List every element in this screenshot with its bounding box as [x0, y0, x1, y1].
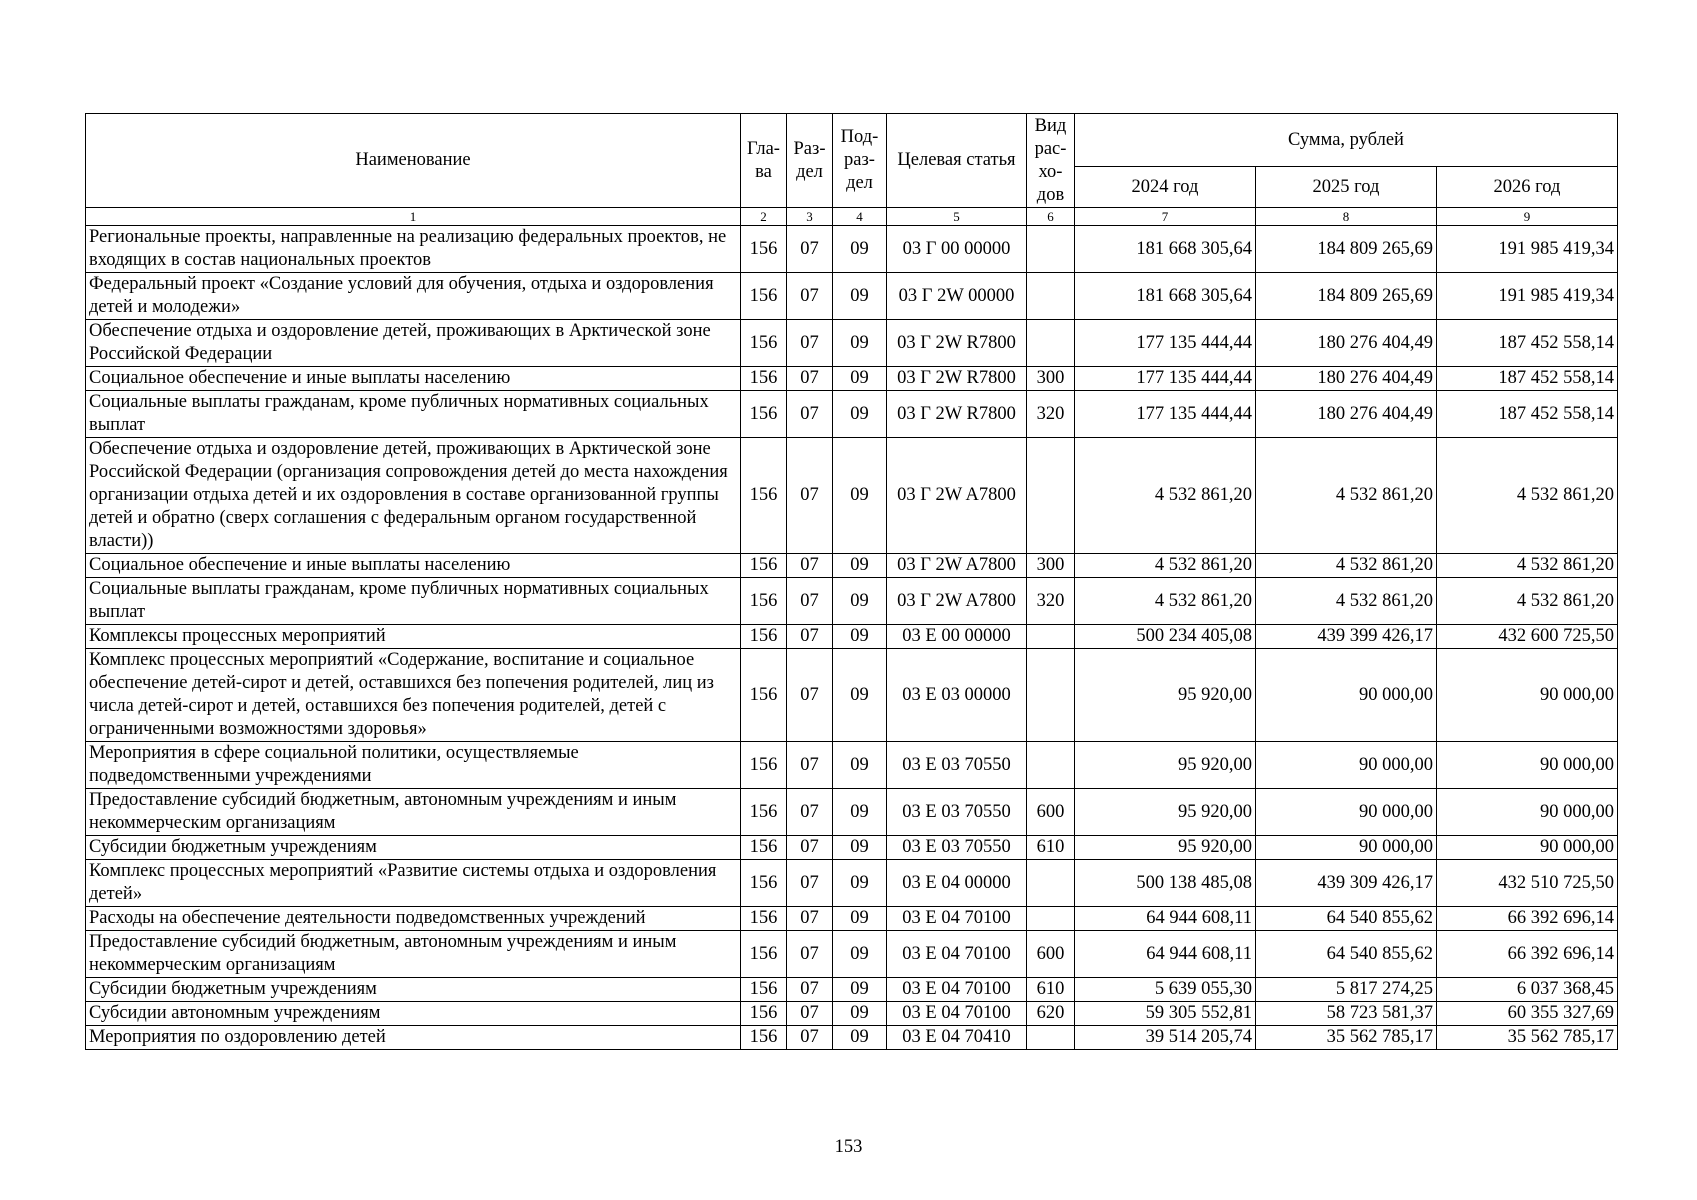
row-glava-cell: 156: [741, 391, 787, 438]
row-celevaya-statya-cell: 03 Е 04 70100: [887, 978, 1027, 1002]
row-amount-2024-cell: 177 135 444,44: [1075, 320, 1256, 367]
row-vid-rashodov-cell: [1027, 649, 1075, 742]
row-razdel-cell: 07: [787, 273, 833, 320]
row-amount-2025-cell: 4 532 861,20: [1256, 578, 1437, 625]
row-amount-2026-cell: 66 392 696,14: [1437, 907, 1618, 931]
row-vid-rashodov-cell: 300: [1027, 367, 1075, 391]
row-amount-2024-cell: 500 234 405,08: [1075, 625, 1256, 649]
row-vid-rashodov-cell: 300: [1027, 554, 1075, 578]
row-razdel-cell: 07: [787, 320, 833, 367]
row-vid-rashodov-cell: [1027, 438, 1075, 554]
row-amount-2024-cell: 177 135 444,44: [1075, 367, 1256, 391]
row-name-cell: Социальные выплаты гражданам, кроме публичных нормативных социальных выплат: [86, 391, 741, 438]
row-vid-rashodov-cell: 600: [1027, 789, 1075, 836]
row-glava-cell: 156: [741, 907, 787, 931]
row-razdel-cell: 07: [787, 1002, 833, 1026]
column-number: 4: [833, 208, 887, 226]
row-podrazdel-cell: 09: [833, 931, 887, 978]
row-podrazdel-cell: 09: [833, 1026, 887, 1050]
row-podrazdel-cell: 09: [833, 320, 887, 367]
row-amount-2026-cell: 432 510 725,50: [1437, 860, 1618, 907]
column-number: 9: [1437, 208, 1618, 226]
row-amount-2026-cell: 187 452 558,14: [1437, 391, 1618, 438]
row-name-cell: Субсидии автономным учреждениям: [86, 1002, 741, 1026]
row-glava-cell: 156: [741, 789, 787, 836]
row-celevaya-statya-cell: 03 Е 00 00000: [887, 625, 1027, 649]
row-name-cell: Социальное обеспечение и иные выплаты населению: [86, 367, 741, 391]
row-amount-2025-cell: 35 562 785,17: [1256, 1026, 1437, 1050]
row-amount-2025-cell: 58 723 581,37: [1256, 1002, 1437, 1026]
row-amount-2024-cell: 177 135 444,44: [1075, 391, 1256, 438]
row-amount-2026-cell: 90 000,00: [1437, 649, 1618, 742]
row-celevaya-statya-cell: 03 Г 2W R7800: [887, 320, 1027, 367]
row-glava-cell: 156: [741, 931, 787, 978]
row-celevaya-statya-cell: 03 Г 2W R7800: [887, 367, 1027, 391]
row-razdel-cell: 07: [787, 625, 833, 649]
row-amount-2025-cell: 90 000,00: [1256, 649, 1437, 742]
row-razdel-cell: 07: [787, 789, 833, 836]
header-vid-rashodov: Вид рас-хо-дов: [1027, 114, 1075, 208]
row-podrazdel-cell: 09: [833, 391, 887, 438]
row-podrazdel-cell: 09: [833, 742, 887, 789]
column-number: 1: [86, 208, 741, 226]
table-row: [86, 1002, 1618, 1026]
row-podrazdel-cell: 09: [833, 273, 887, 320]
row-podrazdel-cell: 09: [833, 1002, 887, 1026]
row-amount-2024-cell: 181 668 305,64: [1075, 273, 1256, 320]
row-razdel-cell: 07: [787, 860, 833, 907]
row-celevaya-statya-cell: 03 Е 04 00000: [887, 860, 1027, 907]
column-number: 7: [1075, 208, 1256, 226]
column-number: 3: [787, 208, 833, 226]
row-amount-2025-cell: 90 000,00: [1256, 836, 1437, 860]
row-razdel-cell: 07: [787, 578, 833, 625]
row-razdel-cell: 07: [787, 226, 833, 273]
row-podrazdel-cell: 09: [833, 367, 887, 391]
row-amount-2025-cell: 90 000,00: [1256, 742, 1437, 789]
row-amount-2025-cell: 180 276 404,49: [1256, 367, 1437, 391]
row-glava-cell: 156: [741, 226, 787, 273]
row-razdel-cell: 07: [787, 1026, 833, 1050]
row-amount-2026-cell: 60 355 327,69: [1437, 1002, 1618, 1026]
row-amount-2025-cell: 439 399 426,17: [1256, 625, 1437, 649]
row-amount-2026-cell: 191 985 419,34: [1437, 273, 1618, 320]
header-celevaya-statya: Целевая статья: [887, 114, 1027, 208]
row-glava-cell: 156: [741, 1026, 787, 1050]
row-name-cell: Обеспечение отдыха и оздоровление детей, проживающих в Арктической зоне Российской Федерации (организация сопровождения детей до места нахождения организации отдыха детей и их оздоровления в составе организованной группы детей и обратно (сверх соглашения с федеральным органом государственной власти)): [86, 438, 741, 554]
row-celevaya-statya-cell: 03 Е 04 70410: [887, 1026, 1027, 1050]
row-name-cell: Комплекс процессных мероприятий «Содержание, воспитание и социальное обеспечение детей-сирот и детей, оставшихся без попечения родителей, лиц из числа детей-сирот и детей, оставшихся без попечения родителей, детей с ограниченными возможностями здоровья»: [86, 649, 741, 742]
row-razdel-cell: 07: [787, 907, 833, 931]
row-name-cell: Комплексы процессных мероприятий: [86, 625, 741, 649]
row-amount-2025-cell: 439 309 426,17: [1256, 860, 1437, 907]
row-glava-cell: 156: [741, 860, 787, 907]
row-podrazdel-cell: 09: [833, 907, 887, 931]
row-amount-2026-cell: 4 532 861,20: [1437, 554, 1618, 578]
row-podrazdel-cell: 09: [833, 578, 887, 625]
column-number: 5: [887, 208, 1027, 226]
table-row: [86, 978, 1618, 1002]
row-amount-2024-cell: 4 532 861,20: [1075, 578, 1256, 625]
row-glava-cell: 156: [741, 273, 787, 320]
row-razdel-cell: 07: [787, 978, 833, 1002]
row-razdel-cell: 07: [787, 931, 833, 978]
row-name-cell: Комплекс процессных мероприятий «Развитие системы отдыха и оздоровления детей»: [86, 860, 741, 907]
row-amount-2026-cell: 90 000,00: [1437, 742, 1618, 789]
row-celevaya-statya-cell: 03 Е 03 70550: [887, 836, 1027, 860]
row-name-cell: Мероприятия в сфере социальной политики, осуществляемые подведомственными учреждениями: [86, 742, 741, 789]
table-row: [86, 649, 1618, 742]
row-vid-rashodov-cell: 620: [1027, 1002, 1075, 1026]
row-amount-2024-cell: 95 920,00: [1075, 789, 1256, 836]
row-amount-2026-cell: 90 000,00: [1437, 789, 1618, 836]
row-celevaya-statya-cell: 03 Е 04 70100: [887, 1002, 1027, 1026]
row-celevaya-statya-cell: 03 Г 2W R7800: [887, 391, 1027, 438]
header-summa: Сумма, рублей: [1075, 114, 1618, 167]
row-podrazdel-cell: 09: [833, 625, 887, 649]
row-amount-2024-cell: 59 305 552,81: [1075, 1002, 1256, 1026]
table-row: [86, 367, 1618, 391]
row-razdel-cell: 07: [787, 438, 833, 554]
row-name-cell: Социальные выплаты гражданам, кроме публичных нормативных социальных выплат: [86, 578, 741, 625]
header-podrazdel: Под-раз-дел: [833, 114, 887, 208]
row-vid-rashodov-cell: 600: [1027, 931, 1075, 978]
row-name-cell: Предоставление субсидий бюджетным, автономным учреждениям и иным некоммерческим организациям: [86, 931, 741, 978]
row-glava-cell: 156: [741, 320, 787, 367]
column-number: 8: [1256, 208, 1437, 226]
row-podrazdel-cell: 09: [833, 860, 887, 907]
table-row: [86, 742, 1618, 789]
row-amount-2025-cell: 184 809 265,69: [1256, 273, 1437, 320]
row-amount-2026-cell: 432 600 725,50: [1437, 625, 1618, 649]
row-amount-2026-cell: 90 000,00: [1437, 836, 1618, 860]
row-amount-2025-cell: 4 532 861,20: [1256, 554, 1437, 578]
row-amount-2026-cell: 187 452 558,14: [1437, 320, 1618, 367]
row-podrazdel-cell: 09: [833, 554, 887, 578]
row-amount-2025-cell: 5 817 274,25: [1256, 978, 1437, 1002]
row-glava-cell: 156: [741, 978, 787, 1002]
table-row: [86, 1026, 1618, 1050]
row-celevaya-statya-cell: 03 Е 03 70550: [887, 789, 1027, 836]
row-amount-2025-cell: 180 276 404,49: [1256, 320, 1437, 367]
row-amount-2025-cell: 90 000,00: [1256, 789, 1437, 836]
row-glava-cell: 156: [741, 554, 787, 578]
row-amount-2024-cell: 64 944 608,11: [1075, 907, 1256, 931]
row-vid-rashodov-cell: [1027, 860, 1075, 907]
row-celevaya-statya-cell: 03 Г 00 00000: [887, 226, 1027, 273]
row-glava-cell: 156: [741, 649, 787, 742]
row-celevaya-statya-cell: 03 Г 2W A7800: [887, 554, 1027, 578]
row-amount-2026-cell: 66 392 696,14: [1437, 931, 1618, 978]
row-amount-2024-cell: 500 138 485,08: [1075, 860, 1256, 907]
row-name-cell: Социальное обеспечение и иные выплаты населению: [86, 554, 741, 578]
row-glava-cell: 156: [741, 1002, 787, 1026]
row-amount-2024-cell: 64 944 608,11: [1075, 931, 1256, 978]
row-amount-2024-cell: 39 514 205,74: [1075, 1026, 1256, 1050]
row-amount-2025-cell: 64 540 855,62: [1256, 907, 1437, 931]
row-celevaya-statya-cell: 03 Е 04 70100: [887, 931, 1027, 978]
row-razdel-cell: 07: [787, 391, 833, 438]
table-row: [86, 907, 1618, 931]
table-body: [86, 208, 1618, 1050]
row-razdel-cell: 07: [787, 836, 833, 860]
table-row: [86, 578, 1618, 625]
row-glava-cell: 156: [741, 367, 787, 391]
row-vid-rashodov-cell: 320: [1027, 391, 1075, 438]
header-glava: Гла-ва: [741, 114, 787, 208]
row-amount-2026-cell: 191 985 419,34: [1437, 226, 1618, 273]
column-number: 2: [741, 208, 787, 226]
row-amount-2025-cell: 184 809 265,69: [1256, 226, 1437, 273]
row-amount-2024-cell: 181 668 305,64: [1075, 226, 1256, 273]
table-row: [86, 320, 1618, 367]
row-vid-rashodov-cell: [1027, 742, 1075, 789]
row-vid-rashodov-cell: [1027, 907, 1075, 931]
row-amount-2024-cell: 4 532 861,20: [1075, 554, 1256, 578]
row-name-cell: Федеральный проект «Создание условий для обучения, отдыха и оздоровления детей и молодежи»: [86, 273, 741, 320]
row-vid-rashodov-cell: [1027, 1026, 1075, 1050]
row-name-cell: Субсидии бюджетным учреждениям: [86, 978, 741, 1002]
page-number: 153: [834, 1137, 863, 1157]
row-name-cell: Предоставление субсидий бюджетным, автономным учреждениям и иным некоммерческим организациям: [86, 789, 741, 836]
table-row: [86, 931, 1618, 978]
row-podrazdel-cell: 09: [833, 438, 887, 554]
row-razdel-cell: 07: [787, 742, 833, 789]
row-name-cell: Региональные проекты, направленные на реализацию федеральных проектов, не входящих в состав национальных проектов: [86, 226, 741, 273]
row-amount-2024-cell: 95 920,00: [1075, 742, 1256, 789]
row-name-cell: Обеспечение отдыха и оздоровление детей, проживающих в Арктической зоне Российской Федерации: [86, 320, 741, 367]
header-year-2026: 2026 год: [1437, 167, 1618, 208]
row-celevaya-statya-cell: 03 Е 03 00000: [887, 649, 1027, 742]
row-podrazdel-cell: 09: [833, 789, 887, 836]
column-number-row: [86, 208, 1618, 226]
table-row: [86, 273, 1618, 320]
table-row: [86, 836, 1618, 860]
row-amount-2025-cell: 180 276 404,49: [1256, 391, 1437, 438]
row-amount-2026-cell: 4 532 861,20: [1437, 438, 1618, 554]
table-row: [86, 438, 1618, 554]
row-razdel-cell: 07: [787, 554, 833, 578]
table-row: [86, 391, 1618, 438]
table-row: [86, 226, 1618, 273]
row-vid-rashodov-cell: 610: [1027, 978, 1075, 1002]
row-amount-2026-cell: 35 562 785,17: [1437, 1026, 1618, 1050]
row-podrazdel-cell: 09: [833, 649, 887, 742]
row-amount-2026-cell: 6 037 368,45: [1437, 978, 1618, 1002]
row-celevaya-statya-cell: 03 Е 03 70550: [887, 742, 1027, 789]
column-number: 6: [1027, 208, 1075, 226]
table-row: [86, 554, 1618, 578]
table-row: [86, 789, 1618, 836]
header-razdel: Раз-дел: [787, 114, 833, 208]
row-name-cell: Субсидии бюджетным учреждениям: [86, 836, 741, 860]
row-amount-2026-cell: 4 532 861,20: [1437, 578, 1618, 625]
row-name-cell: Расходы на обеспечение деятельности подведомственных учреждений: [86, 907, 741, 931]
row-vid-rashodov-cell: [1027, 625, 1075, 649]
row-amount-2025-cell: 64 540 855,62: [1256, 931, 1437, 978]
row-amount-2024-cell: 95 920,00: [1075, 649, 1256, 742]
row-glava-cell: 156: [741, 742, 787, 789]
header-year-2024: 2024 год: [1075, 167, 1256, 208]
row-vid-rashodov-cell: 610: [1027, 836, 1075, 860]
header-year-2025: 2025 год: [1256, 167, 1437, 208]
row-celevaya-statya-cell: 03 Е 04 70100: [887, 907, 1027, 931]
row-vid-rashodov-cell: 320: [1027, 578, 1075, 625]
row-amount-2026-cell: 187 452 558,14: [1437, 367, 1618, 391]
row-celevaya-statya-cell: 03 Г 2W 00000: [887, 273, 1027, 320]
table-row: [86, 860, 1618, 907]
row-razdel-cell: 07: [787, 649, 833, 742]
row-amount-2025-cell: 4 532 861,20: [1256, 438, 1437, 554]
row-podrazdel-cell: 09: [833, 226, 887, 273]
row-amount-2024-cell: 95 920,00: [1075, 836, 1256, 860]
row-vid-rashodov-cell: [1027, 226, 1075, 273]
row-glava-cell: 156: [741, 836, 787, 860]
row-glava-cell: 156: [741, 625, 787, 649]
row-podrazdel-cell: 09: [833, 978, 887, 1002]
row-glava-cell: 156: [741, 438, 787, 554]
row-amount-2024-cell: 5 639 055,30: [1075, 978, 1256, 1002]
row-podrazdel-cell: 09: [833, 836, 887, 860]
header-name: Наименование: [86, 114, 741, 208]
row-celevaya-statya-cell: 03 Г 2W A7800: [887, 578, 1027, 625]
table-row: [86, 625, 1618, 649]
row-vid-rashodov-cell: [1027, 320, 1075, 367]
row-glava-cell: 156: [741, 578, 787, 625]
table-header-row: [86, 114, 1618, 167]
budget-document: [85, 113, 1617, 1050]
row-razdel-cell: 07: [787, 367, 833, 391]
row-celevaya-statya-cell: 03 Г 2W A7800: [887, 438, 1027, 554]
row-vid-rashodov-cell: [1027, 273, 1075, 320]
budget-table: [85, 113, 1618, 1050]
row-name-cell: Мероприятия по оздоровлению детей: [86, 1026, 741, 1050]
row-amount-2024-cell: 4 532 861,20: [1075, 438, 1256, 554]
